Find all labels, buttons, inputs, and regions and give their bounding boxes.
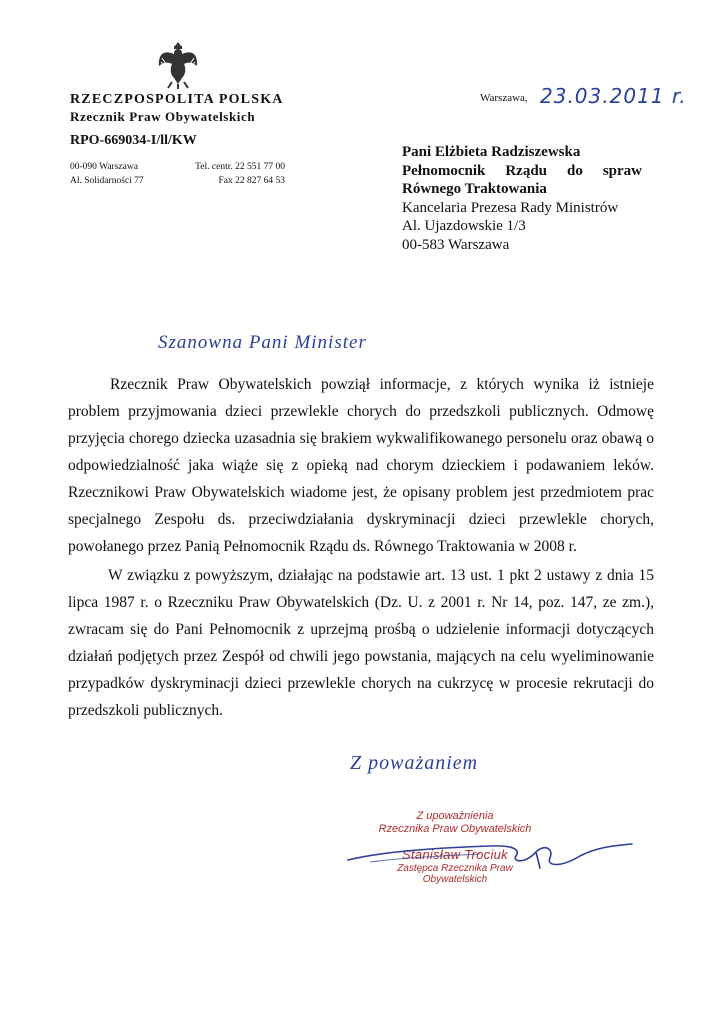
letter-body (68, 371, 654, 724)
reference-number: RPO-669034-I/ll/KW (70, 133, 197, 148)
stamp-signer-title: Zastępca Rzecznika Praw Obywatelskich (397, 863, 513, 885)
handwritten-salutation: Szanowna Pani Minister (158, 332, 367, 353)
fax-number: Fax 22 827 64 53 (218, 176, 285, 186)
address-street: Al. Solidarności 77 (70, 176, 144, 186)
letterhead-country: RZECZPOSPOLITA POLSKA (70, 92, 284, 107)
recipient-city: 00-583 Warszawa (402, 236, 510, 253)
handwritten-closing: Z poważaniem (350, 752, 479, 774)
body-paragraph: Rzecznik Praw Obywatelskich powziął informacje, z których wynika iż istnieje problem przyjmowania dzieci przewlekle chorych do przedszkoli publicznych. Odmowę przyjęcia chorego dziecka uzasadnia się brakiem wykwalifikowanego personelu oraz obawą o odpowiedzialność jaka wiąże się z opieką nad chorym dzieckiem i podawaniem leków. Rzecznikowi Praw Obywatelskich wiadome jest, że opisany problem jest przedmiotem prac specjalnego Zespołu ds. przeciwdziałania dyskryminacji dzieci przewlekle chorych, powołanego przez Panią Pełnomocnik Rządu ds. Równego Traktowania w 2008 r. (68, 376, 654, 555)
stamp-signer-name: Stanisław Trociuk (401, 847, 508, 862)
handwritten-date: 23.03.2011 r. (540, 84, 687, 108)
recipient-title-word: Rządu (505, 162, 548, 179)
recipient-office: Kancelaria Prezesa Rady Ministrów (402, 199, 619, 216)
recipient-street: Al. Ujazdowskie 1/3 (402, 218, 526, 234)
dateline-place: Warszawa, (480, 92, 528, 104)
stamp-authorization: Z upoważnienia (416, 810, 494, 822)
recipient-title-word: Pełnomocnik (402, 162, 486, 179)
phone-number: Tel. centr. 22 551 77 00 (195, 162, 285, 172)
letterhead-institution: Rzecznik Praw Obywatelskich (70, 109, 256, 124)
recipient-block (402, 143, 642, 254)
recipient-name: Pani Elżbieta Radziszewska (402, 144, 581, 160)
recipient-title-word: spraw (602, 162, 642, 179)
recipient-title-line1 (402, 162, 642, 181)
body-paragraph: W związku z powyższym, działając na podstawie art. 13 ust. 1 pkt 2 ustawy z dnia 15 lipca 1987 r. o Rzeczniku Praw Obywatelskich (Dz. U. z 2001 r. Nr 14, poz. 147, ze zm.), zwracam się do Pani Pełnomocnik z uprzejmą prośbą o udzielenie informacji dotyczących działań podjętych przez Zespół od chwili jego powstania, mających na celu wyeliminowanie przypadków dyskryminacji dzieci przewlekle chorych na cukrzycę w procesie rekrutacji do przedszkoli publicznych. (68, 567, 654, 719)
handwritten-signature (340, 828, 640, 878)
recipient-title-word: do (567, 162, 583, 179)
address-postcode: 00-090 Warszawa (70, 162, 138, 172)
stamp-institution: Rzecznika Praw Obywatelskich (378, 823, 532, 835)
polish-eagle-emblem (156, 38, 200, 90)
recipient-title-line2: Równego Traktowania (402, 181, 547, 197)
